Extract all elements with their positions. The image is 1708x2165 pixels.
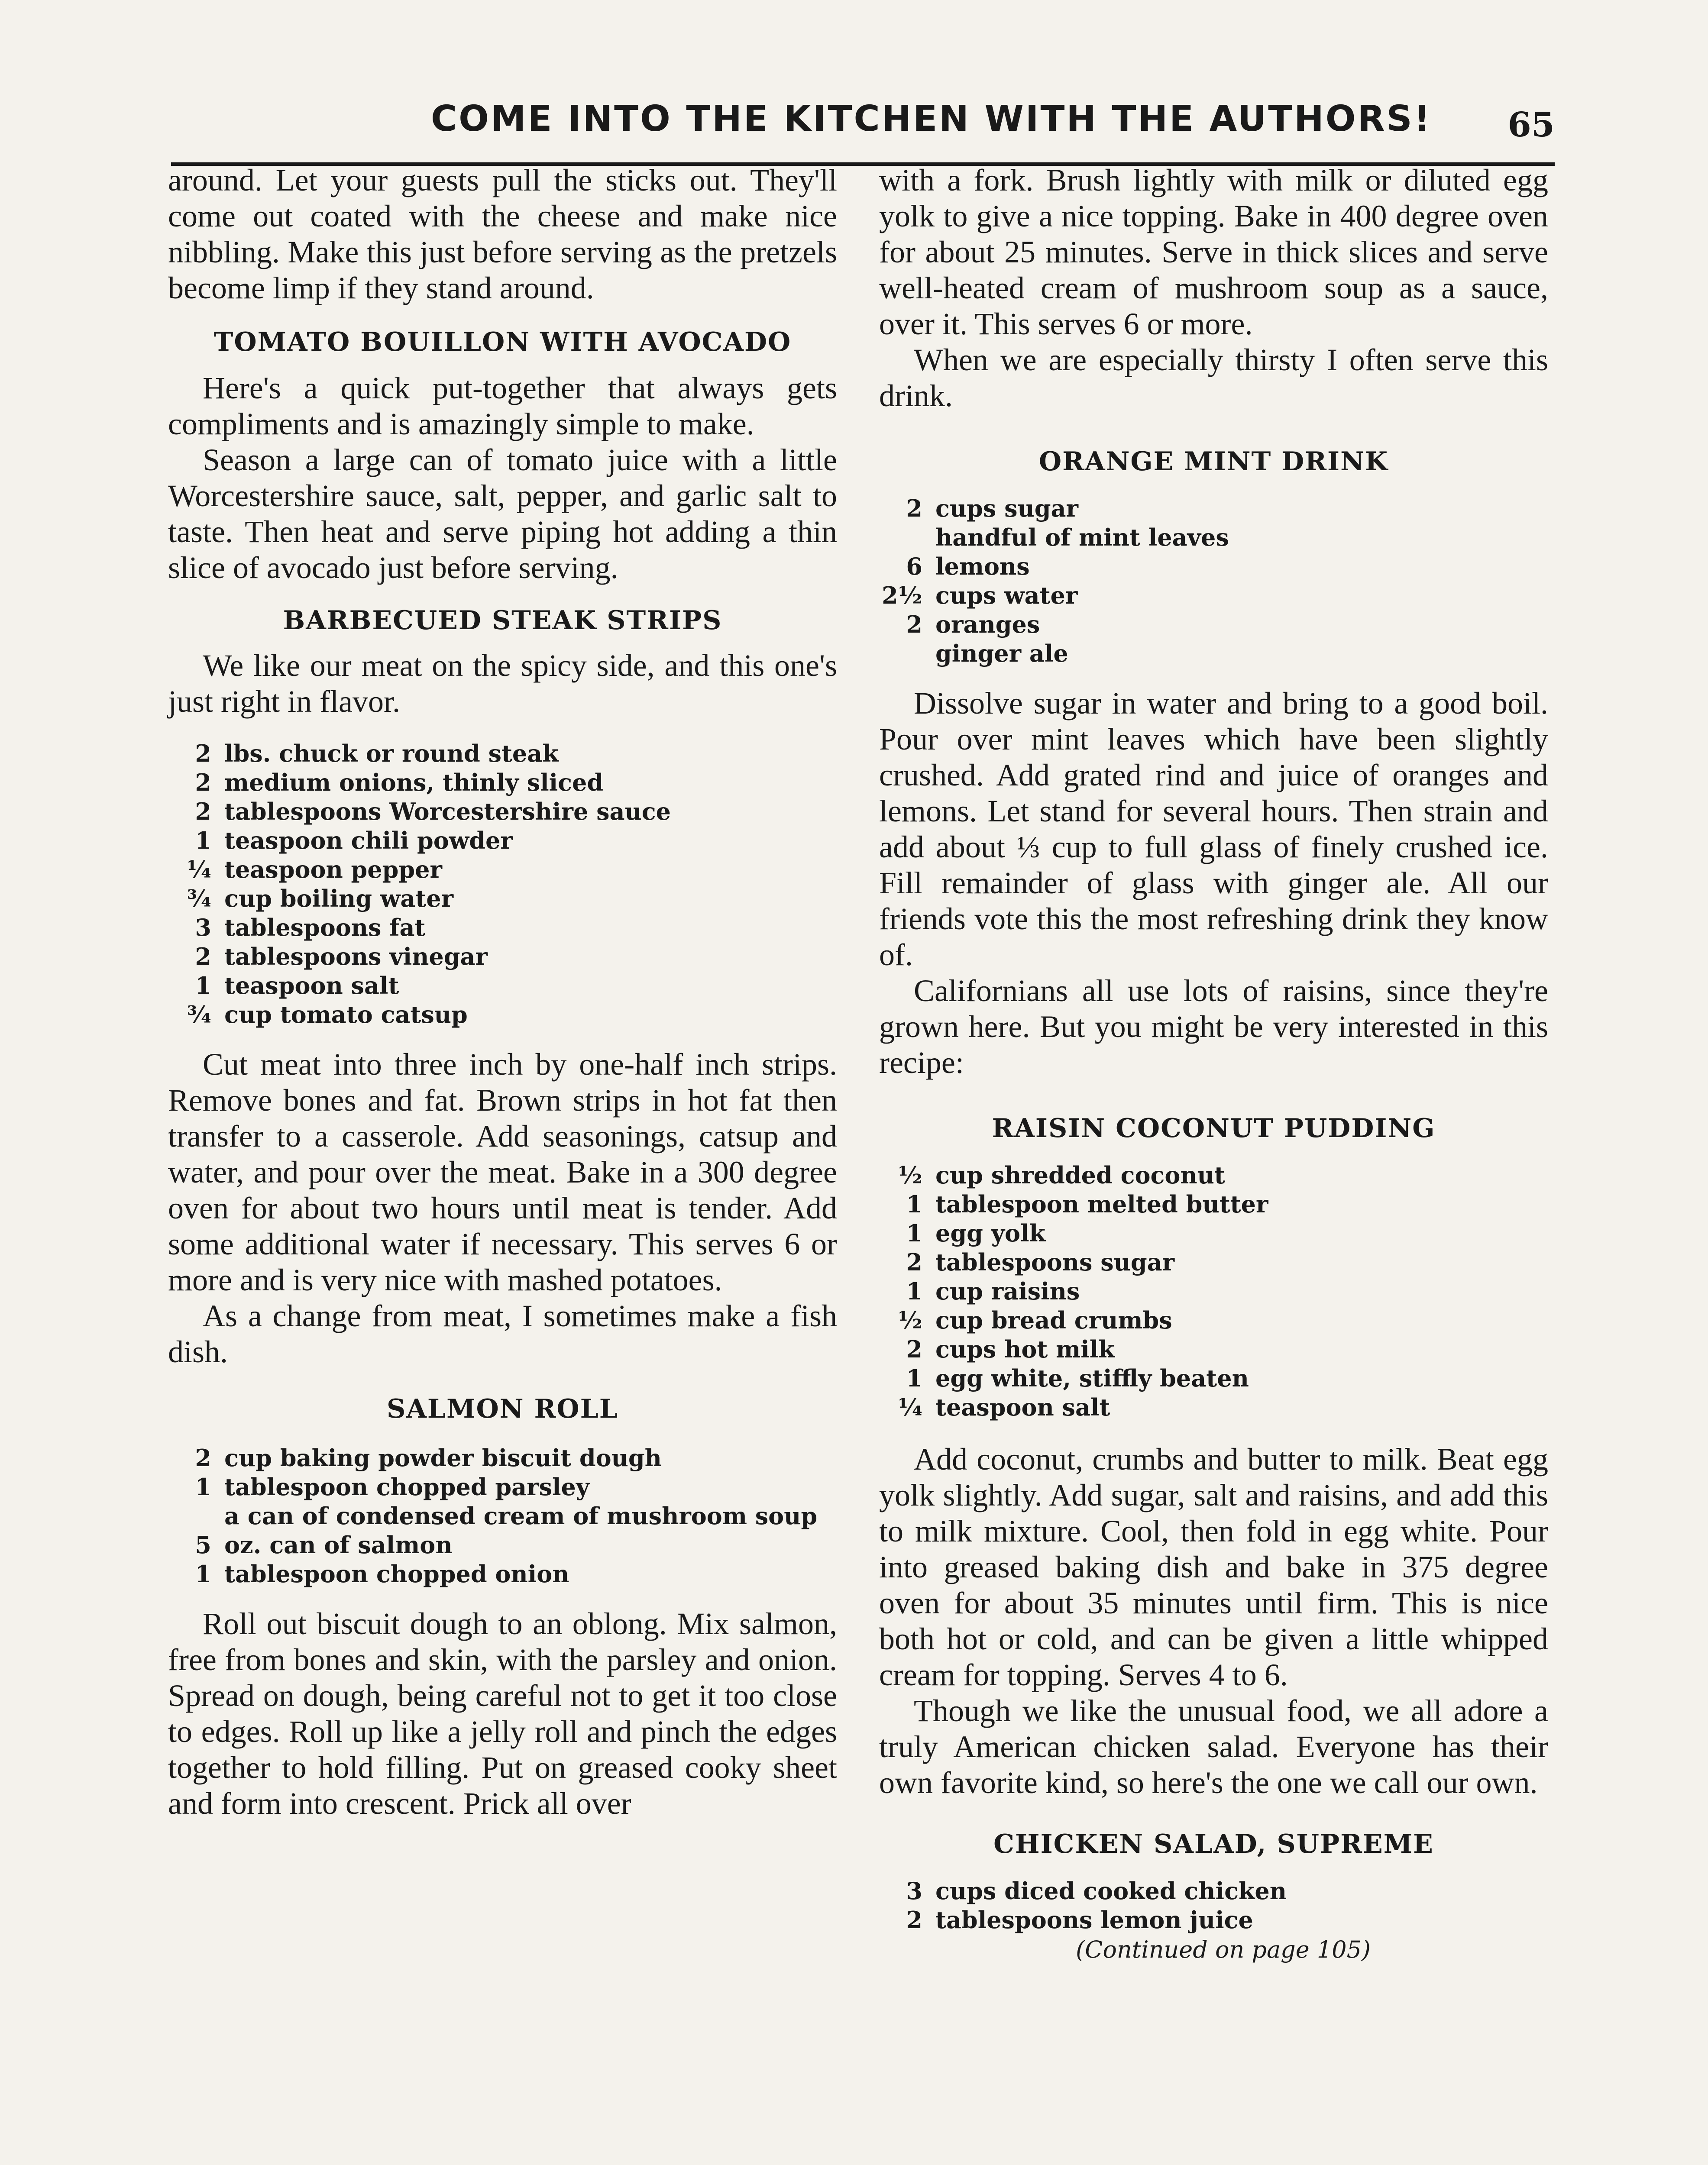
recipe-heading: ORANGE MINT DRINK bbox=[1038, 446, 1389, 477]
ingredient-qty: ¾ bbox=[187, 885, 211, 912]
ingredient-text: cup raisins bbox=[935, 1277, 1080, 1305]
ingredient-text: cups water bbox=[935, 582, 1078, 609]
ingredient bbox=[879, 581, 1548, 610]
ingredient-qty: 1 bbox=[195, 827, 211, 854]
ingredient-qty: ¼ bbox=[187, 856, 211, 883]
ingredient-qty: 3 bbox=[195, 914, 211, 941]
recipe-heading: RAISIN COCONUT PUDDING bbox=[992, 1113, 1436, 1144]
ingredient-text: handful of mint leaves bbox=[935, 523, 1229, 551]
right-column bbox=[879, 162, 1548, 1965]
ingredient-qty: ¼ bbox=[898, 1393, 922, 1421]
ingredient bbox=[879, 1877, 1548, 1906]
ingredient-text: teaspoon chili powder bbox=[224, 827, 513, 854]
ingredient-qty: 2½ bbox=[882, 582, 922, 609]
ingredient bbox=[168, 1000, 837, 1029]
ingredient bbox=[168, 1560, 837, 1589]
ingredient bbox=[168, 884, 837, 913]
ingredient-text: cup bread crumbs bbox=[935, 1306, 1172, 1334]
ingredient bbox=[879, 1335, 1548, 1364]
paragraph: Dissolve sugar in water and bring to a good boil. Pour over mint leaves which have been slightly crushed. Add grated rind and juice of oranges and lemons. Let stand for several hours. Then strain and add about ⅓ cup to full glass of finely crushed ice. Fill remainder of glass with ginger ale. All our friends vote this the most refreshing drink they know of. bbox=[879, 686, 1548, 972]
ingredient-text: tablespoon melted butter bbox=[935, 1190, 1268, 1218]
running-title: COME INTO THE KITCHEN WITH THE AUTHORS! bbox=[431, 98, 1432, 139]
ingredient bbox=[879, 1248, 1548, 1277]
ingredient-qty: 1 bbox=[195, 972, 211, 999]
ingredient-list bbox=[879, 1877, 1548, 1935]
left-column bbox=[168, 162, 837, 1822]
ingredient-text: egg yolk bbox=[935, 1219, 1045, 1247]
ingredient-qty: 2 bbox=[195, 740, 211, 767]
continued-paragraph: around. Let your guests pull the sticks out. They'll come out coated with the cheese and make nice nibbling. Make this just before serving as the pretzels become limp if they stand around. bbox=[168, 163, 837, 305]
ingredient-qty: 5 bbox=[195, 1531, 211, 1559]
ingredient-qty: 2 bbox=[906, 494, 922, 522]
ingredient-qty: 1 bbox=[906, 1364, 922, 1392]
ingredient bbox=[168, 797, 837, 826]
ingredient bbox=[168, 1502, 837, 1531]
ingredient-text: tablespoon chopped onion bbox=[224, 1560, 569, 1588]
paragraph: Here's a quick put-together that always gets compliments and is amazingly simple to make. bbox=[168, 371, 837, 441]
ingredient-qty: ½ bbox=[898, 1161, 922, 1189]
ingredient-text: tablespoons vinegar bbox=[224, 943, 488, 970]
ingredient-qty: 1 bbox=[906, 1219, 922, 1247]
ingredient-qty: 2 bbox=[195, 798, 211, 825]
ingredient-qty: 2 bbox=[906, 1248, 922, 1276]
ingredient-qty: 1 bbox=[195, 1560, 211, 1588]
ingredient bbox=[168, 971, 837, 1000]
paragraph: Add coconut, crumbs and butter to milk. Beat egg yolk slightly. Add sugar, salt and raisins, and add this to milk mixture. Cool, then fold in egg white. Pour into greased baking dish and bake in 375 degree oven for about 35 minutes until firm. This is nice both hot or cold, and can be given a little whipped cream for topping. Serves 4 to 6. bbox=[879, 1442, 1548, 1692]
ingredient-text: cup shredded coconut bbox=[935, 1161, 1225, 1189]
paragraph: We like our meat on the spicy side, and this one's just right in flavor. bbox=[168, 648, 837, 719]
ingredient bbox=[168, 942, 837, 971]
ingredient-qty: 3 bbox=[906, 1877, 922, 1905]
ingredient-qty: ¾ bbox=[187, 1001, 211, 1028]
ingredient-text: medium onions, thinly sliced bbox=[224, 769, 604, 796]
ingredient bbox=[879, 1190, 1548, 1219]
paragraph: Californians all use lots of raisins, since they're grown here. But you might be very interested in this recipe: bbox=[879, 973, 1548, 1080]
paragraph: Season a large can of tomato juice with a little Worcestershire sauce, salt, pepper, and garlic salt to taste. Then heat and serve piping hot adding a thin slice of avocado just before serving. bbox=[168, 443, 837, 585]
ingredient-text: lemons bbox=[935, 553, 1030, 580]
ingredient bbox=[879, 1393, 1548, 1422]
recipe-heading: CHICKEN SALAD, SUPREME bbox=[993, 1829, 1434, 1859]
ingredient bbox=[879, 523, 1548, 552]
ingredient bbox=[168, 1444, 837, 1473]
ingredient-qty: 2 bbox=[906, 611, 922, 638]
ingredient bbox=[168, 826, 837, 855]
ingredient-text: lbs. chuck or round steak bbox=[224, 740, 559, 767]
ingredient-text: tablespoons sugar bbox=[935, 1248, 1175, 1276]
ingredient-qty: 1 bbox=[906, 1190, 922, 1218]
ingredient bbox=[168, 739, 837, 768]
ingredient-qty: ½ bbox=[898, 1306, 922, 1334]
ingredient bbox=[879, 639, 1548, 668]
ingredient-qty: 2 bbox=[906, 1906, 922, 1934]
page-number: 65 bbox=[1507, 105, 1555, 145]
ingredient bbox=[879, 552, 1548, 581]
ingredient bbox=[168, 1531, 837, 1560]
ingredient-text: ginger ale bbox=[935, 640, 1068, 667]
ingredient-text: tablespoons fat bbox=[224, 914, 426, 941]
ingredient-qty: 2 bbox=[195, 769, 211, 796]
ingredient-text: tablespoons Worcestershire sauce bbox=[224, 798, 671, 825]
ingredient-text: egg white, stiffly beaten bbox=[935, 1364, 1249, 1392]
ingredient-text: teaspoon salt bbox=[224, 972, 399, 999]
paragraph: Roll out biscuit dough to an oblong. Mix salmon, free from bones and skin, with the parsley and onion. Spread on dough, being careful not to get it too close to edges. Roll up like a jelly roll and pinch the edges together to hold filling. Put on greased cooky sheet and form into crescent. Prick all over bbox=[168, 1606, 837, 1821]
ingredient bbox=[168, 768, 837, 797]
ingredient-text: oranges bbox=[935, 611, 1040, 638]
ingredient bbox=[879, 1161, 1548, 1190]
ingredient-list bbox=[168, 1444, 837, 1589]
continued-paragraph: with a fork. Brush lightly with milk or diluted egg yolk to give a nice topping. Bake in 400 degree oven for about 25 minutes. Serve in thick slices and serve well-heated cream of mushroom soup as a sauce, over it. This serves 6 or more. bbox=[879, 163, 1548, 341]
ingredient-list bbox=[879, 494, 1548, 668]
ingredient bbox=[879, 610, 1548, 639]
ingredient-text: cups sugar bbox=[935, 494, 1078, 522]
ingredient-text: tablespoon chopped parsley bbox=[224, 1473, 590, 1501]
ingredient-text: cup tomato catsup bbox=[224, 1001, 468, 1028]
ingredient bbox=[879, 1306, 1548, 1335]
ingredient bbox=[879, 1277, 1548, 1306]
ingredient bbox=[879, 1364, 1548, 1393]
ingredient bbox=[168, 855, 837, 884]
ingredient-text: cups diced cooked chicken bbox=[935, 1877, 1287, 1905]
ingredient bbox=[879, 1219, 1548, 1248]
ingredient-qty: 1 bbox=[195, 1473, 211, 1501]
ingredient-qty: 6 bbox=[906, 553, 922, 580]
ingredient bbox=[168, 1473, 837, 1502]
paragraph: When we are especially thirsty I often serve this drink. bbox=[879, 343, 1548, 413]
ingredient-list bbox=[168, 739, 837, 1029]
paragraph: As a change from meat, I sometimes make a fish dish. bbox=[168, 1299, 837, 1369]
ingredient-text: teaspoon salt bbox=[935, 1393, 1110, 1421]
paragraph: Though we like the unusual food, we all adore a truly American chicken salad. Everyone has their own favorite kind, so here's the one we call our own. bbox=[879, 1693, 1548, 1800]
ingredient-text: teaspoon pepper bbox=[224, 856, 442, 883]
ingredient-text: tablespoons lemon juice bbox=[935, 1906, 1253, 1934]
page-header bbox=[171, 93, 1555, 166]
ingredient-qty: 1 bbox=[906, 1277, 922, 1305]
ingredient-text: cups hot milk bbox=[935, 1335, 1115, 1363]
ingredient-text: cup boiling water bbox=[224, 885, 454, 912]
continued-note: (Continued on page 105) bbox=[1076, 1936, 1371, 1963]
ingredient-text: a can of condensed cream of mushroom soup bbox=[224, 1502, 818, 1530]
ingredient bbox=[168, 913, 837, 942]
ingredient-qty: 2 bbox=[195, 1444, 211, 1472]
ingredient bbox=[879, 1906, 1548, 1935]
recipe-heading: SALMON ROLL bbox=[387, 1394, 618, 1424]
ingredient-text: cup baking powder biscuit dough bbox=[224, 1444, 662, 1472]
ingredient-text: oz. can of salmon bbox=[224, 1531, 453, 1559]
ingredient-list bbox=[879, 1161, 1548, 1422]
ingredient bbox=[879, 494, 1548, 523]
ingredient-qty: 2 bbox=[195, 943, 211, 970]
recipe-heading: TOMATO BOUILLON WITH AVOCADO bbox=[214, 327, 792, 357]
paragraph: Cut meat into three inch by one-half inch strips. Remove bones and fat. Brown strips in hot fat then transfer to a casserole. Add seasonings, catsup and water, and pour over the meat. Bake in a 300 degree oven for about two hours until meat is tender. Add some additional water if necessary. This serves 6 or more and is very nice with mashed potatoes. bbox=[168, 1047, 837, 1297]
ingredient-qty: 2 bbox=[906, 1335, 922, 1363]
recipe-heading: BARBECUED STEAK STRIPS bbox=[283, 605, 722, 636]
